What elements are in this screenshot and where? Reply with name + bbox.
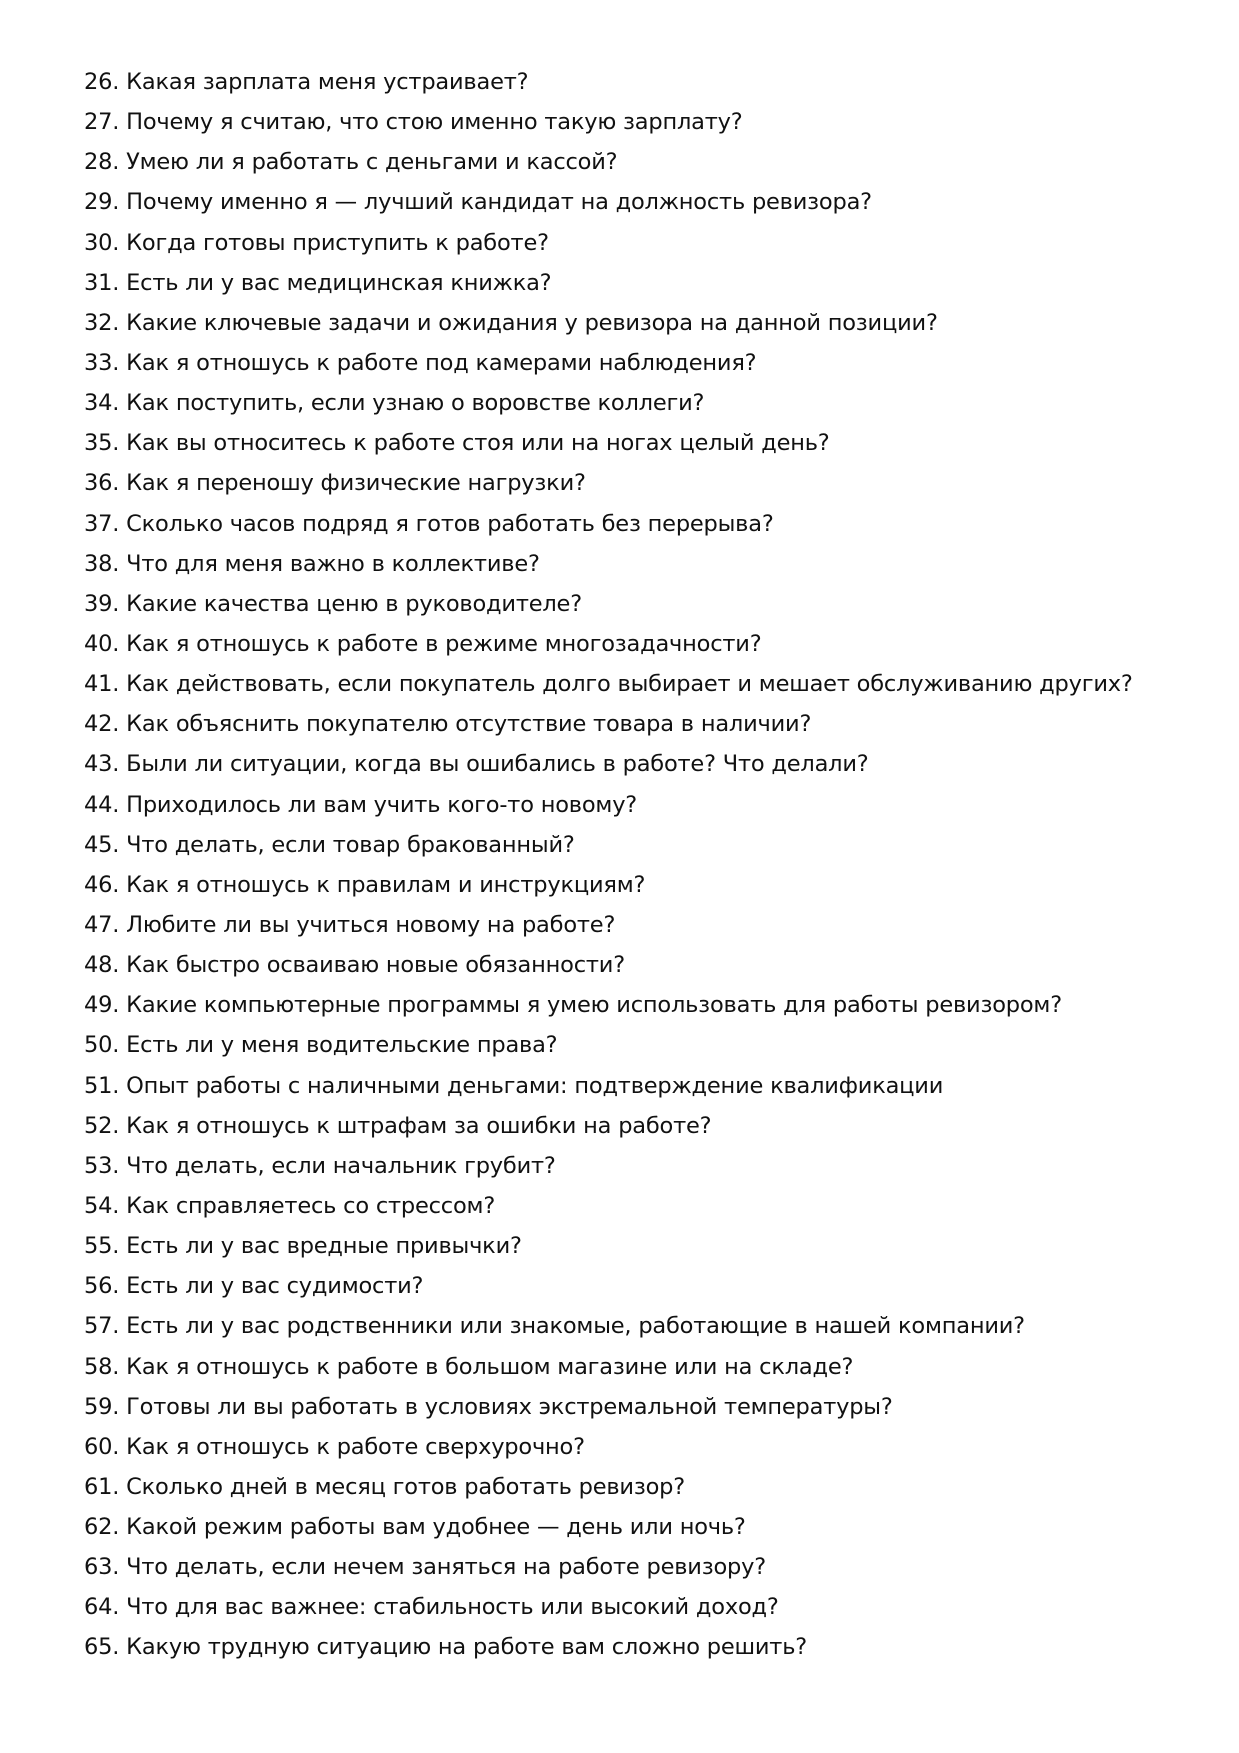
question-56: 56. Есть ли у вас судимости?	[84, 1273, 424, 1300]
question-38: 38. Что для меня важно в коллективе?	[84, 550, 540, 577]
question-26: 26. Какая зарплата меня устраивает?	[84, 69, 529, 95]
question-30: 30. Когда готовы приступить к работе?	[84, 229, 549, 256]
question-51: 51. Опыт работы с наличными деньгами: подтверждение квалификации	[84, 1072, 944, 1099]
question-39: 39. Какие качества ценю в руководителе?	[84, 590, 582, 617]
question-47: 47. Любите ли вы учиться новому на работе?	[84, 911, 616, 938]
question-46: 46. Как я отношусь к правилам и инструкциям?	[84, 871, 646, 898]
question-64: 64. Что для вас важнее: стабильность или высокий доход?	[84, 1594, 779, 1621]
question-61: 61. Сколько дней в месяц готов работать ревизор?	[84, 1473, 685, 1500]
question-29: 29. Почему именно я — лучший кандидат на должность ревизора?	[84, 189, 872, 216]
question-36: 36. Как я переношу физические нагрузки?	[84, 470, 586, 497]
question-41: 41. Как действовать, если покупатель долго выбирает и мешает обслуживанию других?	[84, 671, 1133, 698]
question-65: 65. Какую трудную ситуацию на работе вам сложно решить?	[84, 1634, 808, 1661]
question-32: 32. Какие ключевые задачи и ожидания у ревизора на данной позиции?	[84, 309, 938, 336]
question-list	[84, 62, 1184, 1668]
question-40: 40. Как я отношусь к работе в режиме многозадачности?	[84, 630, 762, 657]
question-63: 63. Что делать, если нечем заняться на работе ревизору?	[84, 1554, 766, 1581]
question-28: 28. Умею ли я работать с деньгами и кассой?	[84, 149, 618, 176]
question-48: 48. Как быстро осваиваю новые обязанности?	[84, 952, 625, 979]
question-58: 58. Как я отношусь к работе в большом магазине или на складе?	[84, 1353, 854, 1380]
question-57: 57. Есть ли у вас родственники или знакомые, работающие в нашей компании?	[84, 1313, 1025, 1340]
question-54: 54. Как справляетесь со стрессом?	[84, 1192, 496, 1219]
question-59: 59. Готовы ли вы работать в условиях экстремальной температуры?	[84, 1393, 893, 1420]
question-55: 55. Есть ли у вас вредные привычки?	[84, 1233, 522, 1260]
question-45: 45. Что делать, если товар бракованный?	[84, 831, 575, 858]
question-44: 44. Приходилось ли вам учить кого-то новому?	[84, 791, 638, 818]
question-37: 37. Сколько часов подряд я готов работать без перерыва?	[84, 510, 774, 537]
question-33: 33. Как я отношусь к работе под камерами наблюдения?	[84, 349, 757, 376]
question-53: 53. Что делать, если начальник грубит?	[84, 1152, 556, 1179]
question-42: 42. Как объяснить покупателю отсутствие товара в наличии?	[84, 711, 812, 738]
question-50: 50. Есть ли у меня водительские права?	[84, 1032, 558, 1059]
question-35: 35. Как вы относитесь к работе стоя или на ногах целый день?	[84, 430, 830, 457]
question-60: 60. Как я отношусь к работе сверхурочно?	[84, 1433, 585, 1460]
question-43: 43. Были ли ситуации, когда вы ошибались в работе? Что делали?	[84, 751, 869, 778]
question-34: 34. Как поступить, если узнаю о воровстве коллеги?	[84, 390, 705, 417]
question-27: 27. Почему я считаю, что стою именно такую зарплату?	[84, 109, 743, 136]
question-52: 52. Как я отношусь к штрафам за ошибки на работе?	[84, 1112, 712, 1139]
question-49: 49. Какие компьютерные программы я умею использовать для работы ревизором?	[84, 992, 1062, 1019]
question-31: 31. Есть ли у вас медицинская книжка?	[84, 269, 552, 296]
question-62: 62. Какой режим работы вам удобнее — день или ночь?	[84, 1514, 746, 1541]
